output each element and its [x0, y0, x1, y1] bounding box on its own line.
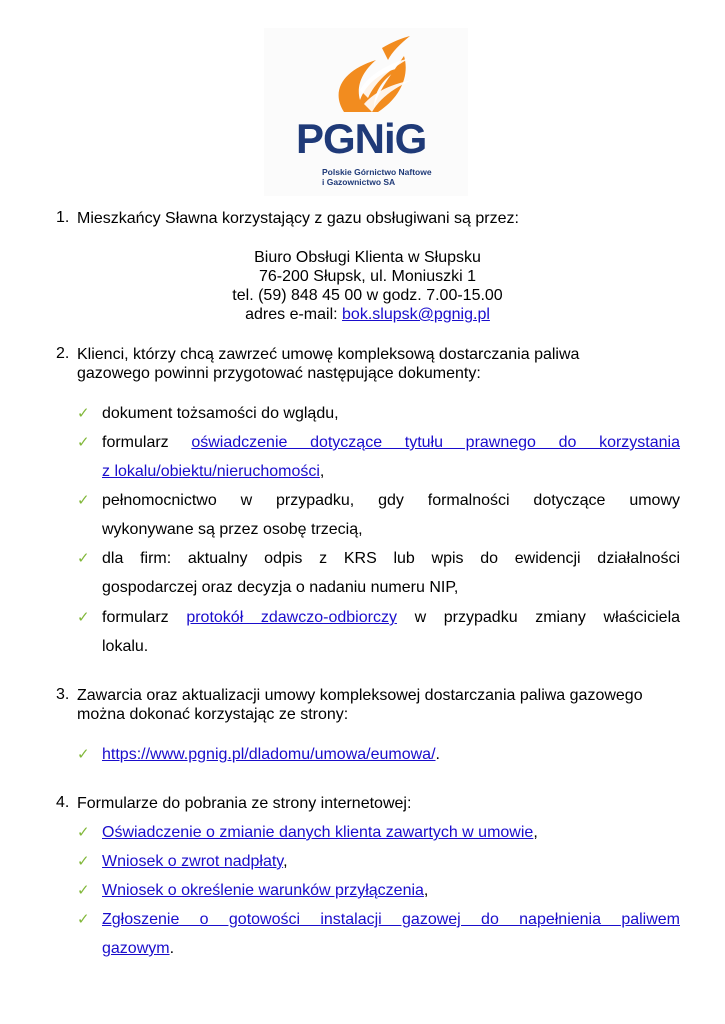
installation-readiness-link-cont[interactable]: gazowym: [102, 940, 170, 957]
handover-protocol-link[interactable]: protokół zdawczo-odbiorczy: [186, 609, 397, 626]
pgnig-logo: [264, 28, 468, 196]
list-item: [102, 428, 680, 457]
section3-number: 3.: [56, 686, 70, 703]
brand-subtitle-line2: i Gazownictwo SA: [322, 177, 396, 187]
list-item: formularz protokół zdawczo-odbiorczy w przypadku zmiany właściciela: [102, 609, 681, 626]
check-icon: ✓: [77, 609, 90, 626]
check-icon: ✓: [77, 405, 90, 422]
check-icon: ✓: [77, 911, 90, 928]
section2-number: 2.: [56, 345, 70, 362]
refund-request-link[interactable]: Wniosek o zwrot nadpłaty: [102, 853, 284, 870]
list-item: https://www.pgnig.pl/dladomu/umowa/eumowa/.: [102, 746, 440, 763]
installation-readiness-link[interactable]: Zgłoszenie o gotowości instalacji gazowej do napełnienia paliwem: [102, 911, 680, 928]
data-change-form-link[interactable]: Oświadczenie o zmianie danych klienta zawartych w umowie: [102, 824, 534, 841]
section4-text: Formularze do pobrania ze strony internetowej:: [77, 795, 412, 812]
list-item: [102, 905, 680, 934]
office-name: Biuro Obsługi Klienta w Słupsku: [254, 249, 481, 266]
list-item: dla firm: aktualny odpis z KRS lub wpis do ewidencji działalności: [102, 550, 680, 567]
flame-icon: [264, 28, 468, 118]
list-item-continuation: z lokalu/obiektu/nieruchomości,: [102, 463, 325, 480]
check-icon: ✓: [77, 882, 90, 899]
office-phone: tel. (59) 848 45 00 w godz. 7.00-15.00: [232, 287, 503, 304]
section1-number: 1.: [56, 209, 70, 226]
office-email-line: [120, 305, 615, 324]
check-icon: ✓: [77, 853, 90, 870]
check-icon: ✓: [77, 550, 90, 567]
ownership-declaration-link-cont[interactable]: z lokalu/obiektu/nieruchomości: [102, 463, 320, 480]
email-label: adres e-mail:: [245, 306, 343, 323]
connection-conditions-link[interactable]: Wniosek o określenie warunków przyłączenia: [102, 882, 424, 899]
list-item-continuation: gospodarczej oraz decyzja o nadaniu numeru NIP,: [102, 579, 459, 596]
list-item: dokument tożsamości do wglądu,: [102, 405, 339, 422]
list-item-prefix: formularz: [102, 434, 192, 451]
ownership-declaration-link[interactable]: oświadczenie dotyczące tytułu prawnego do korzystania: [191, 434, 680, 451]
check-icon: ✓: [77, 492, 90, 509]
office-address: 76-200 Słupsk, ul. Moniuszki 1: [259, 268, 476, 285]
section3-text-line2: można dokonać korzystając ze strony:: [77, 706, 349, 723]
section4-number: 4.: [56, 794, 70, 811]
list-item-continuation: wykonywane są przez osobę trzecią,: [102, 521, 363, 538]
brand-wordmark: PGNiG: [296, 115, 427, 162]
section2-text-line2: gazowego powinni przygotować następujące dokumenty:: [77, 365, 481, 382]
section1-text: Mieszkańcy Sławna korzystający z gazu obsługiwani są przez:: [77, 210, 519, 227]
list-item: Wniosek o zwrot nadpłaty,: [102, 853, 288, 870]
email-link[interactable]: bok.slupsk@pgnig.pl: [342, 306, 490, 323]
list-item: Wniosek o określenie warunków przyłączenia,: [102, 882, 429, 899]
list-item: Oświadczenie o zmianie danych klienta zawartych w umowie,: [102, 824, 538, 841]
list-item-continuation: lokalu.: [102, 638, 149, 655]
list-item-continuation: gazowym.: [102, 940, 175, 957]
eumowa-link[interactable]: https://www.pgnig.pl/dladomu/umowa/eumowa/: [102, 746, 436, 763]
check-icon: ✓: [77, 434, 90, 451]
brand-subtitle-line1: Polskie Górnictwo Naftowe: [322, 167, 432, 177]
check-icon: ✓: [77, 824, 90, 841]
check-icon: ✓: [77, 746, 90, 763]
section2-text-line1: Klienci, którzy chcą zawrzeć umowę kompleksową dostarczania paliwa: [77, 346, 580, 363]
section3-text-line1: Zawarcia oraz aktualizacji umowy kompleksowej dostarczania paliwa gazowego: [77, 687, 643, 704]
list-item: pełnomocnictwo w przypadku, gdy formalności dotyczące umowy: [102, 492, 680, 509]
